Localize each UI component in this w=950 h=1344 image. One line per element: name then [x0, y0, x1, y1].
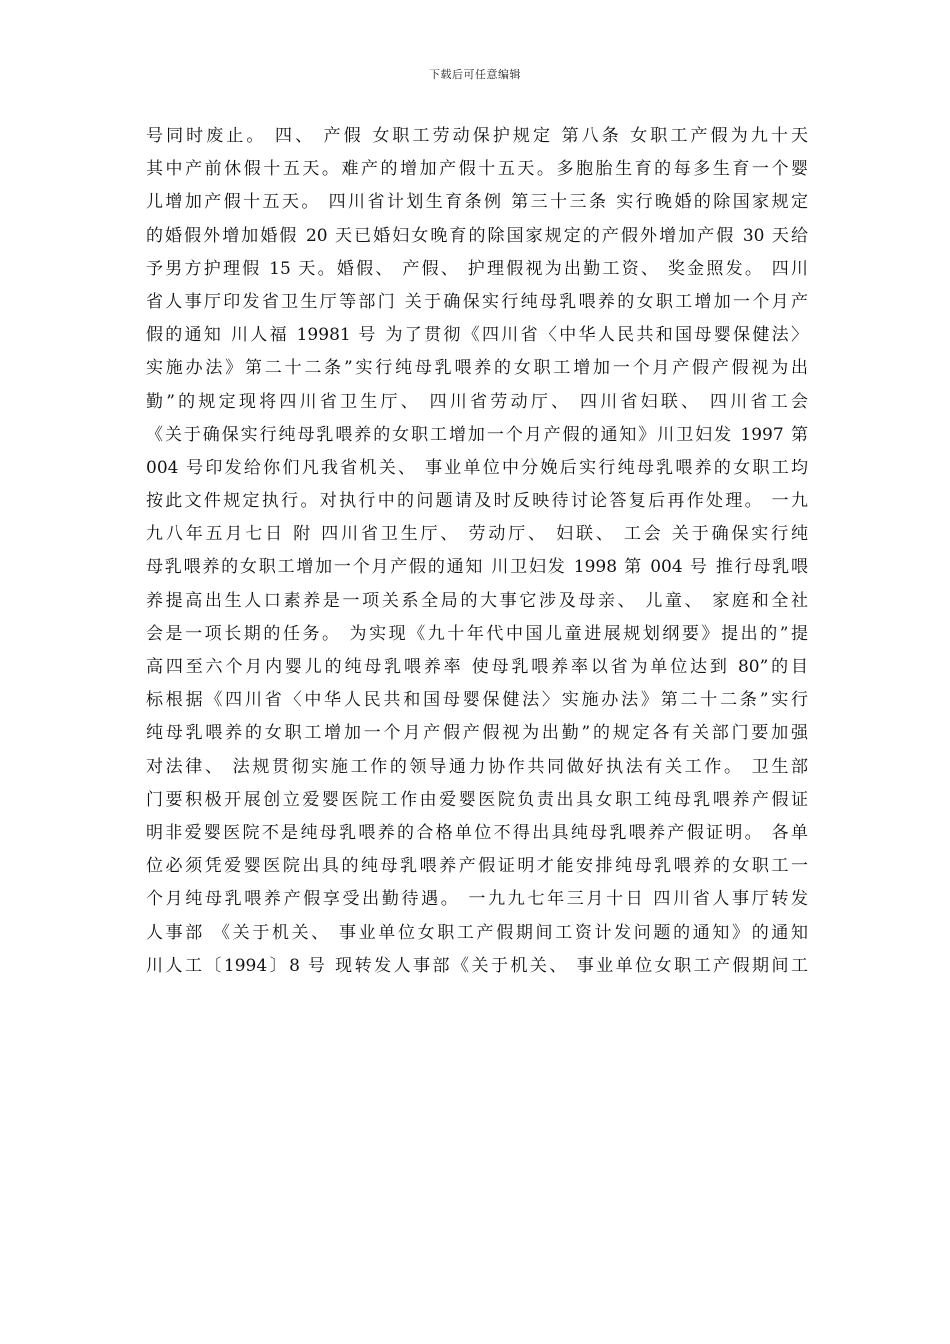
text-line: 004 号印发给你们凡我省机关、 事业单位中分娩后实行纯母乳喂养的女职工均 [146, 457, 808, 478]
text-line: 省人事厅印发省卫生厅等部门 关于确保实行纯母乳喂养的女职工增加一个月产 [146, 291, 808, 312]
text-line: 会是一项长期的任务。 为实现《九十年代中国儿童进展规划纲要》提出的”提 [146, 623, 808, 644]
text-line: 位必须凭爱婴医院出具的纯母乳喂养产假证明才能安排纯母乳喂养的女职工一 [146, 856, 808, 877]
text-line: 《关于确保实行纯母乳喂养的女职工增加一个月产假的通知》川卫妇发 1997 第 [146, 424, 808, 445]
page-header: 下载后可任意编辑 [429, 68, 521, 81]
text-line: 人事部 《关于机关、 事业单位女职工产假期间工资计发问题的通知》的通知 [146, 922, 808, 943]
text-line: 九八年五月七日 附 四川省卫生厅、 劳动厅、 妇联、 工会 关于确保实行纯 [146, 524, 808, 545]
text-line: 实施办法》第二十二条”实行纯母乳喂养的女职工增加一个月产假产假视为出 [146, 358, 808, 379]
text-line: 号同时废止。 四、 产假 女职工劳动保护规定 第八条 女职工产假为九十天 [146, 126, 808, 146]
text-line: 母乳喂养的女职工增加一个月产假的通知 川卫妇发 1998 第 004 号 推行母乳喂 [146, 557, 808, 578]
text-line: 纯母乳喂养的女职工增加一个月产假产假视为出勤”的规定各有关部门要加强 [146, 723, 808, 744]
text-line: 标根据《四川省〈中华人民共和国母婴保健法〉实施办法》第二十二条”实行 [146, 690, 808, 711]
text-line: 勤”的规定现将四川省卫生厅、 四川省劳动厅、 四川省妇联、 四川省工会 [146, 391, 808, 412]
text-line: 个月纯母乳喂养产假享受出勤待遇。 一九九七年三月十日 四川省人事厅转发 [146, 889, 808, 910]
document-body [146, 120, 808, 983]
text-line: 明非爱婴医院不是纯母乳喂养的合格单位不得出具纯母乳喂养产假证明。 各单 [146, 822, 808, 843]
text-line: 予男方护理假 15 天。婚假、 产假、 护理假视为出勤工资、 奖金照发。 四川 [146, 258, 808, 279]
text-line: 其中产前休假十五天。难产的增加产假十五天。多胞胎生育的每多生育一个婴 [146, 159, 808, 180]
text-line: 门要积极开展创立爱婴医院工作由爱婴医院负责出具女职工纯母乳喂养产假证 [146, 789, 808, 810]
text-line: 对法律、 法规贯彻实施工作的领导通力协作共同做好执法有关工作。 卫生部 [146, 756, 808, 777]
text-line: 养提高出生人口素养是一项关系全局的大事它涉及母亲、 儿童、 家庭和全社 [146, 590, 808, 611]
text-line: 川人工〔1994〕8 号 现转发人事部《关于机关、 事业单位女职工产假期间工 [146, 955, 808, 976]
text-line: 儿增加产假十五天。 四川省计划生育条例 第三十三条 实行晚婚的除国家规定 [146, 192, 808, 213]
text-line: 假的通知 川人福 19981 号 为了贯彻《四川省〈中华人民共和国母婴保健法〉 [146, 325, 808, 346]
text-line: 按此文件规定执行。对执行中的问题请及时反映待讨论答复后再作处理。 一九 [146, 491, 808, 512]
text-line: 高四至六个月内婴儿的纯母乳喂养率 使母乳喂养率以省为单位达到 80”的目 [146, 657, 808, 677]
text-line: 的婚假外增加婚假 20 天已婚妇女晚育的除国家规定的产假外增加产假 30 天给 [146, 225, 808, 246]
